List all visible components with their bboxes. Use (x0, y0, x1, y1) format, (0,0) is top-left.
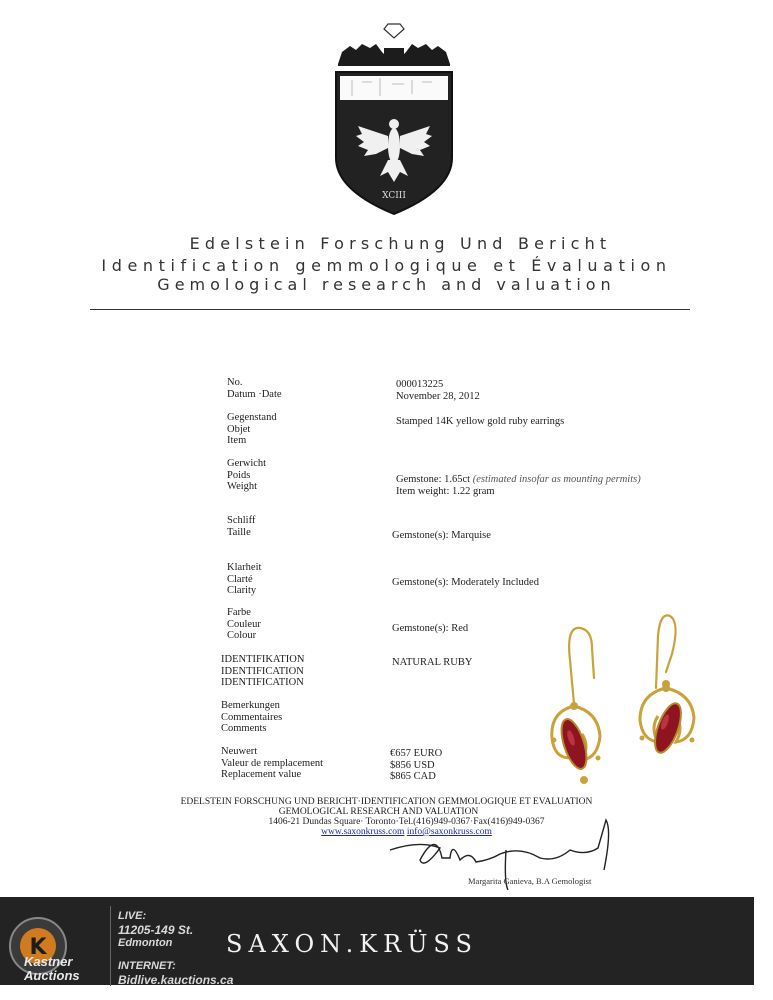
right-earring (640, 680, 695, 756)
value-clarity: Gemstone(s): Moderately Included (392, 577, 539, 588)
footer-line-2: GEMOLOGICAL RESEARCH AND VALUATION (278, 807, 479, 817)
brand-name: SAXON.KRÜSS (226, 930, 478, 958)
value-weight: Gemstone: 1.65ct (estimated insofar as mounting permits) Item weight: 1.22 gram (396, 474, 641, 497)
title-english: Gemological research and valuation (157, 275, 616, 294)
label-number-date: No. Datum ·Date (227, 377, 282, 400)
internet-url[interactable]: Bidlive.kauctions.ca (118, 973, 234, 987)
logo-text-kastner: Kastner (24, 954, 73, 969)
label-comments: Bemerkungen Commentaires Comments (221, 700, 283, 735)
title-french: Identification gemmologique et Évaluation (101, 256, 672, 275)
value-identification: NATURAL RUBY (392, 657, 473, 668)
internet-label: INTERNET: (118, 960, 176, 972)
banner-divider (110, 906, 111, 986)
address-line-1: 11205-149 St. (118, 923, 194, 937)
label-colour: Farbe Couleur Colour (227, 607, 261, 642)
label-cut: Schliff Taille (227, 515, 256, 538)
live-label: LIVE: (118, 910, 147, 922)
signer-name: Margarita Ganieva, B.A Gemologist (468, 876, 592, 886)
header-divider (90, 309, 690, 310)
footer-line-1: EDELSTEIN FORSCHUNG UND BERICHT·IDENTIFICATION GEMMOLOGIQUE ET EVALUATION (180, 797, 593, 807)
svg-text:K: K (29, 935, 47, 960)
value-replacement-value: €657 EURO $856 USD $865 CAD (390, 748, 443, 783)
label-item: Gegenstand Objet Item (227, 412, 277, 447)
label-clarity: Klarheit Clarté Clarity (227, 562, 262, 597)
value-item: Stamped 14K yellow gold ruby earrings (396, 416, 565, 427)
label-identification: IDENTIFIKATION IDENTIFICATION IDENTIFICATION (221, 654, 305, 689)
diamond-icon (384, 24, 404, 38)
lion-right-icon (400, 44, 450, 66)
title-german: Edelstein Forschung Und Bericht (189, 234, 612, 253)
email-link[interactable]: info@saxonkruss.com (406, 827, 492, 837)
label-weight: Gerwicht Poids Weight (227, 458, 267, 493)
logo-text-auctions: Auctions (24, 968, 80, 983)
crest-numeral: XCIII (382, 191, 406, 201)
value-colour: Gemstone(s): Red (392, 623, 469, 634)
footer-line-3: 1406-21 Dundas Square· Toronto·Tel.(416)949-0367·Fax(416)949-0367 (268, 817, 545, 827)
value-cut: Gemstone(s): Marquise (392, 530, 491, 541)
value-number-date: 000013225 November 28, 2012 (396, 379, 480, 402)
lion-left-icon (338, 44, 388, 66)
website-link[interactable]: www.saxonkruss.com (321, 827, 405, 837)
left-earring (552, 702, 601, 784)
ruby-earrings-photo (540, 608, 710, 798)
address-line-2: Edmonton (118, 937, 173, 949)
crest-logo (332, 18, 456, 218)
label-replacement-value: Neuwert Valeur de remplacement Replacement value (221, 746, 324, 781)
